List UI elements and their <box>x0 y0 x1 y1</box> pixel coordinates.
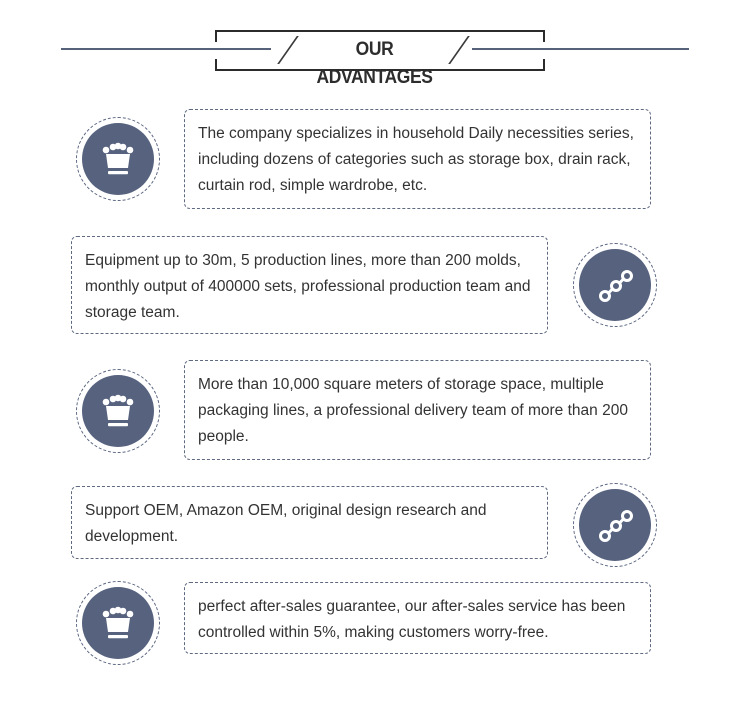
crown-icon <box>76 117 160 201</box>
advantage-card <box>71 486 548 559</box>
chain-nodes-icon-glyph <box>579 249 651 321</box>
chain-nodes-icon <box>573 483 657 567</box>
chain-nodes-icon <box>573 243 657 327</box>
advantage-text: Support OEM, Amazon OEM, original design research and development. <box>85 502 487 545</box>
advantage-text: More than 10,000 square meters of storage space, multiple packaging lines, a professional delivery team of more than 200 people. <box>198 376 628 445</box>
advantage-card <box>71 236 548 334</box>
advantage-card <box>184 360 651 460</box>
advantage-text: Equipment up to 30m, 5 production lines, more than 200 molds, monthly output of 400000 sets, professional production team and storage team. <box>85 252 531 321</box>
page-title: OUR ADVANTAGES <box>316 39 433 88</box>
section-header <box>0 0 750 90</box>
chain-nodes-icon-glyph <box>579 489 651 561</box>
advantage-text: The company specializes in household Daily necessities series, including dozens of categories such as storage box, drain rack, curtain rod, simple wardrobe, etc. <box>198 125 634 194</box>
crown-icon-glyph <box>82 587 154 659</box>
advantage-card <box>184 582 651 654</box>
advantage-card <box>184 109 651 209</box>
header-line-left <box>61 48 271 50</box>
crown-icon-glyph <box>82 375 154 447</box>
crown-icon-glyph <box>82 123 154 195</box>
advantage-text: perfect after-sales guarantee, our after-sales service has been controlled within 5%, making customers worry-free. <box>198 598 626 641</box>
crown-icon <box>76 369 160 453</box>
header-line-right <box>472 48 689 50</box>
crown-icon <box>76 581 160 665</box>
